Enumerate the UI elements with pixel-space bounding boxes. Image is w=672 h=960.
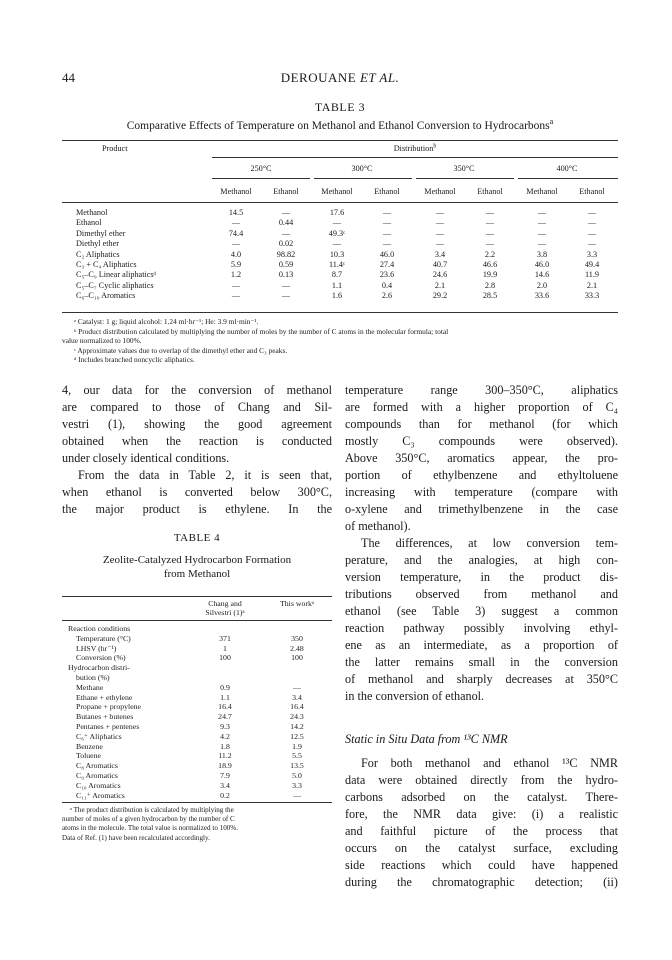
table4-row-label: bution (%) <box>76 673 110 682</box>
table4-cell: 3.4 <box>220 780 230 790</box>
left-text-line: the major product is ethylene. In the <box>62 502 332 516</box>
table3-cell: 46.0 <box>379 249 395 259</box>
left-text-line: obtained when the reaction is conducted <box>62 434 332 448</box>
table4-cell: 2.48 <box>290 643 304 653</box>
table3-cell: — <box>382 239 392 249</box>
running-head <box>62 70 618 90</box>
table3 <box>62 140 618 375</box>
table3-footnotes <box>62 317 618 365</box>
table3-footnote-a: ᵃ Catalyst: 1 g; liquid alcohol: 1.24 ml·hr⁻¹; He: 3.9 ml·min⁻¹. <box>74 317 259 326</box>
table3-cell: 17.6 <box>329 208 345 217</box>
table3-row-label: Methanol <box>76 208 108 217</box>
table4-cell: 350 <box>291 633 303 643</box>
table4-row-label: Propane + propylene <box>76 702 142 712</box>
table3-cell: — <box>537 218 547 228</box>
right-text-line: side reactions which could have happened <box>345 858 618 872</box>
table3-caption <box>62 117 618 132</box>
right-text-line: during the chromatographic detection; (ii) <box>345 875 618 889</box>
table4-cell: 0.2 <box>220 790 230 800</box>
right-text-line: and faithful picture of the process that <box>345 824 618 838</box>
table3-row-label: C₅–C₉ Linear aliphaticsᵈ <box>76 270 157 280</box>
right-text-line: mostly C₃ compounds were observed). <box>345 434 618 448</box>
table4-cell: 4.2 <box>220 731 230 741</box>
table3-cell: — <box>485 218 495 228</box>
table4-cell: 16.4 <box>290 702 304 712</box>
table3-cell: 3.4 <box>434 249 446 259</box>
table3-caption-text: Comparative Effects of Temperature on Methanol and Ethanol Conversion to Hydrocarbons <box>126 120 550 132</box>
table4-cell: 9.3 <box>220 722 230 731</box>
table4-cell: 12.5 <box>290 731 304 741</box>
right-text-line: For both methanol and ethanol ¹³C NMR <box>361 756 618 770</box>
table3-subheader-ethanol: Ethanol <box>579 187 605 196</box>
table4-caption <box>62 553 332 581</box>
table4-row-label: Hydrocarbon distri- <box>68 663 130 673</box>
table3-cell: — <box>485 239 495 249</box>
table3-cell: 11.4ᶜ <box>328 260 346 269</box>
table3-cell: 1.6 <box>331 291 343 301</box>
right-text-line: of methanol and sharply decreases at 350°C <box>345 672 618 686</box>
table3-cell: 24.6 <box>432 270 448 280</box>
right-text-line: fore, the NMR data give: (i) a realistic <box>345 807 618 821</box>
left-text-line: when ethanol is converted below 300°C, <box>62 485 332 499</box>
table3-row-label: Ethanol <box>76 218 102 228</box>
table3-subheader-methanol: Methanol <box>424 187 456 196</box>
table4-cell: — <box>293 682 301 692</box>
table4-row-label: Methane <box>76 682 104 692</box>
table4-row-label: Conversion (%) <box>76 653 126 663</box>
table4-cell: 24.3 <box>290 712 304 722</box>
table4-cell: 3.3 <box>292 780 302 790</box>
table3-cell: — <box>382 218 392 228</box>
table3-label: TABLE 3 <box>314 100 366 114</box>
table4-cell: 1.8 <box>220 741 230 751</box>
table4-footnote-line: Data of Ref. (1) have been recalculated accordingly. <box>62 833 210 842</box>
table3-header-distribution-text: Distribution <box>393 144 434 153</box>
table3-subheader-ethanol: Ethanol <box>374 187 400 196</box>
table3-header-distribution <box>212 144 618 154</box>
right-text-line: temperature range 300–350°C, aliphatics <box>345 383 618 397</box>
table4-col1-header <box>190 599 260 618</box>
right-text-line: compounds than for methanol (for which <box>345 417 618 431</box>
table4-footnote-line: ᵃ The product distribution is calculated by multiplying the <box>70 806 234 814</box>
table3-cell: 98.82 <box>276 249 296 259</box>
table3-footnote-c: ᶜ Approximate values due to overlap of the dimethyl ether and C₃ peaks. <box>74 345 288 355</box>
table4-col1-line1: Chang and <box>208 599 242 608</box>
table4-row-label: C₆⁺ Aliphatics <box>76 731 122 741</box>
table3-cell: — <box>231 218 241 228</box>
table3-subheader-methanol: Methanol <box>526 187 558 196</box>
table4-cell: 5.5 <box>292 751 302 761</box>
table3-cell: — <box>281 291 291 301</box>
left-text-line: under closely identical conditions. <box>62 451 230 465</box>
table4-cell: 1.1 <box>220 692 230 702</box>
table3-cell: 28.5 <box>482 291 498 301</box>
right-text-line: Above 350°C, aromatics appear, the pro- <box>345 451 618 465</box>
right-text-line: reaction pathway possibly involving ethyl- <box>345 621 618 635</box>
table3-temp-250: 250°C <box>250 164 272 173</box>
table4-caption-line1: Zeolite-Catalyzed Hydrocarbon Formation <box>102 554 292 566</box>
table3-row-label: Diethyl ether <box>76 239 119 249</box>
table4-footnote-line: atoms in the molecule. The total value is normalized to 100%. <box>62 824 238 833</box>
table3-subheader-methanol: Methanol <box>321 187 353 196</box>
table4-cell: 7.9 <box>220 771 230 780</box>
left-column <box>62 382 332 518</box>
table3-cell: 19.9 <box>482 270 498 280</box>
table3-cell: 14.6 <box>534 270 550 280</box>
section-heading: Static in Situ Data from ¹³C NMR <box>345 732 508 746</box>
table3-cell: — <box>231 280 241 290</box>
table3-cell: 2.1 <box>586 280 598 290</box>
table3-row-label: C₃ + C₄ Aliphatics <box>76 260 137 269</box>
right-text-line: are formed with a higher proportion of C₄ <box>345 400 618 414</box>
right-text-line: ene as an intermediate, as a proportion of <box>345 638 618 652</box>
table4-cell: 14.2 <box>290 722 304 731</box>
table3-cell: 4.0 <box>230 249 242 259</box>
right-text-line: carbons adsorbed on the catalyst. There- <box>345 790 618 804</box>
table4-cell: 18.9 <box>218 761 232 771</box>
table3-cell: 2.0 <box>536 280 548 290</box>
table3-header-distribution-note: b <box>433 143 437 150</box>
right-text-line: tributions observed from methanol and <box>345 587 618 601</box>
right-text-line: of methanol). <box>345 519 411 533</box>
table3-cell: 23.6 <box>379 270 395 280</box>
table3-cell: — <box>382 228 392 238</box>
right-text-line: in the conversion of ethanol. <box>345 689 485 703</box>
table3-footnote-d: ᵈ Includes branched noncyclic aliphatics. <box>74 355 195 365</box>
right-text-line: increasing with temperature (compare with <box>345 485 618 499</box>
table3-cell: — <box>537 208 547 217</box>
table3-row-label: C₂ Aliphatics <box>76 249 120 259</box>
table4-row-label: LHSV (hr⁻¹) <box>76 643 117 653</box>
table3-cell: — <box>382 208 392 217</box>
right-text-line: data were obtained directly from the hydro- <box>345 773 618 787</box>
right-text-line: The differences, at low conversion tem- <box>361 536 618 550</box>
table4-label: TABLE 4 <box>173 532 221 544</box>
table4-cell: — <box>293 790 301 800</box>
table3-cell: 14.5 <box>228 208 244 217</box>
table3-cell: 27.4 <box>379 260 395 269</box>
table4-row-label: C₉ Aromatics <box>76 771 118 780</box>
table3-header-product: Product <box>102 144 128 153</box>
table3-cell: — <box>281 208 291 217</box>
table3-cell: 2.8 <box>484 280 496 290</box>
running-head-authors: DEROUANE ET AL. <box>280 70 400 85</box>
table3-temp-300: 300°C <box>351 164 373 173</box>
table4-cell: 100 <box>219 653 231 663</box>
table3-cell: — <box>537 228 547 238</box>
table3-cell: — <box>332 239 342 249</box>
table4-row-label: Butanes + butenes <box>76 712 134 722</box>
page-number: 44 <box>62 70 75 85</box>
table3-row-label: Dimethyl ether <box>76 228 126 238</box>
right-text-line: version temperature, in the product dis- <box>345 570 618 584</box>
table3-cell: 29.2 <box>432 291 448 301</box>
table3-cell: — <box>587 228 597 238</box>
table4-cell: 100 <box>291 653 303 663</box>
table4-cell: 5.0 <box>292 771 302 780</box>
table3-row-label: C₅–C₇ Cyclic aliphatics <box>76 280 154 290</box>
table4-cell: 3.4 <box>292 692 302 702</box>
table4-row-label: Reaction conditions <box>68 624 131 633</box>
table4-cell: 24.7 <box>218 712 232 722</box>
table3-cell: 46.6 <box>482 260 498 269</box>
table3-cell: 33.6 <box>534 291 550 301</box>
table3-cell: 2.1 <box>434 280 446 290</box>
table3-row-label: C₆–C₁₀ Aromatics <box>76 291 136 301</box>
table4-cell: 1.9 <box>292 741 302 751</box>
table3-cell: 49.4 <box>584 260 600 269</box>
table4-col2-header: This workᵃ <box>280 599 314 608</box>
table4-footnote-line: number of moles of a given hydrocarbon by the number of C <box>62 815 235 824</box>
table3-cell: 8.7 <box>331 270 343 280</box>
table3-temp-400: 400°C <box>556 164 578 173</box>
table3-cell: — <box>485 228 495 238</box>
table3-subheader-ethanol: Ethanol <box>273 187 299 196</box>
table3-cell: 0.59 <box>278 260 294 269</box>
table3-cell: — <box>587 208 597 217</box>
left-text-line: vestri (1), showing the good agreement <box>62 417 332 431</box>
table3-caption-note: a <box>549 117 554 127</box>
table3-cell: — <box>435 239 445 249</box>
table3-cell: — <box>435 208 445 217</box>
table3-cell: 33.3 <box>584 291 600 301</box>
table3-cell: 2.6 <box>381 291 393 301</box>
table3-cell: 1.1 <box>331 280 343 290</box>
table4-row-label: Pentanes + pentenes <box>76 722 140 731</box>
table3-cell: — <box>435 228 445 238</box>
table3-subheader-methanol: Methanol <box>220 187 252 196</box>
table3-cell: 0.13 <box>278 270 294 280</box>
table3-cell: — <box>587 239 597 249</box>
table3-cell: — <box>281 280 291 290</box>
table3-cell: 46.0 <box>534 260 550 269</box>
table3-cell: — <box>231 291 241 301</box>
table4-cell: 11.2 <box>218 751 232 761</box>
table3-cell: 3.3 <box>586 249 598 259</box>
table4-row-label: C₈ Aromatics <box>76 761 118 771</box>
table4-row-label: C₁₀ Aromatics <box>76 780 121 790</box>
table4 <box>62 596 332 854</box>
right-text-line: o-xylene and trimethylbenzene in the case <box>345 502 618 516</box>
table4-cell: 1 <box>223 643 227 653</box>
table3-cell: 0.02 <box>278 239 294 249</box>
table3-cell: — <box>485 208 495 217</box>
table4-cell: 371 <box>219 633 231 643</box>
table3-temp-350: 350°C <box>453 164 475 173</box>
table3-cell: 11.9 <box>584 270 600 280</box>
table4-cell: 16.4 <box>218 702 232 712</box>
table3-subheader-ethanol: Ethanol <box>477 187 503 196</box>
left-text-line: 4, our data for the conversion of methanol <box>62 383 332 397</box>
table4-row-label: Ethane + ethylene <box>76 692 133 702</box>
table3-cell: — <box>435 218 445 228</box>
table3-cell: 49.3ᶜ <box>328 228 346 238</box>
right-text-line: portion of ethylbenzene and ethyltoluene <box>345 468 618 482</box>
table4-caption-line2: from Methanol <box>163 568 231 580</box>
table3-cell: 0.44 <box>278 218 294 228</box>
table3-cell: 3.8 <box>536 249 548 259</box>
table4-cell: 0.9 <box>220 682 230 692</box>
table3-cell: 74.4 <box>228 228 244 238</box>
table4-row-label: Temperature (°C) <box>76 633 131 643</box>
right-text-line: occurs on the catalyst surface, excluding <box>345 841 618 855</box>
table3-cell: — <box>332 218 342 228</box>
table4-row-label: Benzene <box>76 741 103 751</box>
table3-footnote-b-cont: value normalized to 100%. <box>62 336 142 346</box>
left-text-line: From the data in Table 2, it is seen that, <box>78 468 332 482</box>
table4-footnote <box>62 806 332 843</box>
table3-cell: — <box>231 239 241 249</box>
table3-cell: — <box>587 218 597 228</box>
right-column <box>345 382 618 891</box>
table4-cell: 13.5 <box>290 761 304 771</box>
right-text-line: the latter remains small in the conversion <box>345 655 618 669</box>
table4-col1-line2: Silvestri (1)ᵃ <box>205 608 245 618</box>
table4-row-label: C₁₁⁺ Aromatics <box>76 790 125 800</box>
table3-cell: — <box>537 239 547 249</box>
table3-cell: 5.9 <box>230 260 242 269</box>
right-text-line: ethanol (see Table 3) suggest a common <box>345 604 618 618</box>
table3-cell: 0.4 <box>381 280 393 290</box>
table3-cell: — <box>281 228 291 238</box>
table3-footnote-b: ᵇ Product distribution calculated by multiplying the number of moles by the number of C atoms in the molecular formula; total <box>74 326 449 336</box>
left-text-line: are compared to those of Chang and Sil- <box>62 400 332 414</box>
table3-cell: 10.3 <box>329 249 345 259</box>
table3-cell: 2.2 <box>484 249 496 259</box>
table3-cell: 40.7 <box>432 260 448 269</box>
right-text-line: perature, and the analogies, at high con- <box>345 553 618 567</box>
table3-cell: 1.2 <box>230 270 242 280</box>
table4-row-label: Toluene <box>76 751 102 761</box>
